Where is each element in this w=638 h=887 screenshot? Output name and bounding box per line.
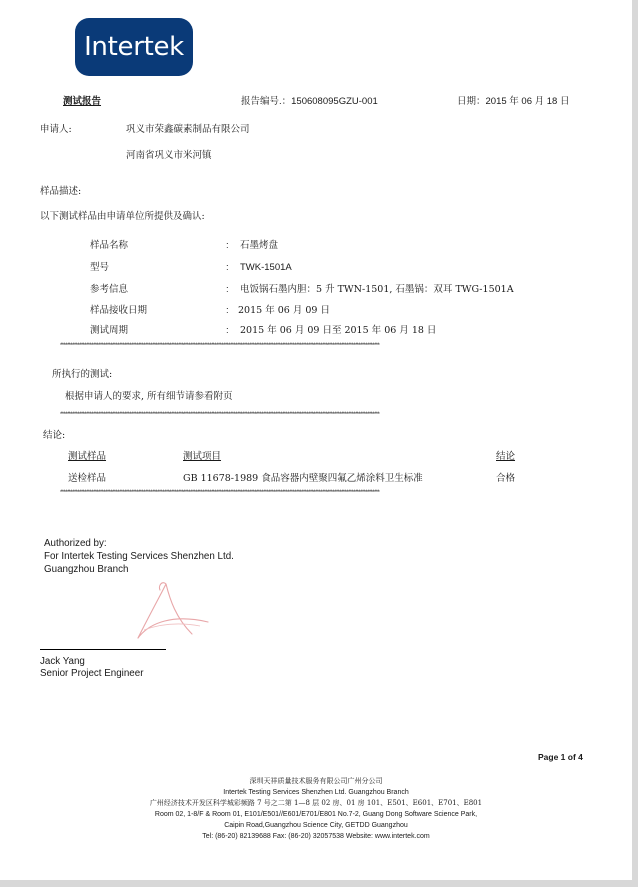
field-value: 2015 年 06 月 09 日 — [238, 305, 330, 316]
field-value: 石墨烤盘 — [240, 240, 279, 251]
authorized-by: Authorized by: — [44, 538, 107, 549]
field-separator: : — [226, 262, 229, 273]
authorized-branch: Guangzhou Branch — [44, 564, 129, 575]
signer-name: Jack Yang — [40, 656, 85, 667]
applicant-address: 河南省巩义市米河镇 — [126, 150, 212, 161]
applicant-label: 申请人: — [40, 124, 72, 135]
report-number: 报告编号.：150608095GZU-001 — [241, 96, 378, 107]
separator-line: **************************************************************************************************************************************************************************************** — [60, 490, 380, 496]
field-label: 样品接收日期 — [90, 305, 148, 316]
field-value: 电饭锅石墨内胆：5 升 TWN-1501, 石墨锅：双耳 TWG-1501A — [240, 284, 514, 295]
applicant-name: 巩义市荣鑫碳素制品有限公司 — [126, 124, 250, 135]
tests-label: 所执行的测试: — [52, 369, 113, 380]
page-edge-right — [632, 0, 638, 887]
table-cell-result: 合格 — [496, 473, 516, 484]
authorized-company: For Intertek Testing Services Shenzhen Ltd. — [44, 551, 234, 562]
table-cell-item: GB 11678-1989 食品容器内壁聚四氟乙烯涂料卫生标准 — [183, 473, 423, 484]
column-header-sample: 测试样品 — [68, 451, 107, 462]
footer-address-cn: 广州经济技术开发区科学城彩频路 7 号之二第 1—8 层 02 房、01 房 101、E501、E601、E701、E801 — [149, 799, 483, 807]
sample-intro: 以下测试样品由申请单位所提供及确认: — [40, 211, 205, 222]
footer-address-en-1: Room 02, 1-8/F & Room 01, E101/E501//E601/E701/E801 No.7-2, Guang Dong Software Science Park, — [154, 811, 478, 818]
separator-line: **************************************************************************************************************************************************************************************** — [60, 343, 380, 349]
footer-company-en: Intertek Testing Services Shenzhen Ltd. Guangzhou Branch — [223, 789, 409, 796]
field-separator: : — [226, 325, 229, 336]
field-label: 样品名称 — [90, 240, 129, 251]
separator-line: **************************************************************************************************************************************************************************************** — [60, 412, 380, 418]
report-title: 测试报告 — [63, 96, 102, 107]
page-edge-bottom — [0, 880, 638, 887]
sample-desc-label: 样品描述: — [40, 186, 82, 197]
footer-address-en-2: Caipin Road,Guangzhou Science City, GETDD Guangzhou — [224, 822, 408, 829]
field-label: 型号 — [90, 262, 110, 273]
report-date: 日期：2015 年 06 月 18 日 — [457, 96, 570, 107]
table-cell-sample: 送检样品 — [68, 473, 107, 484]
field-separator: : — [226, 305, 229, 316]
field-label: 测试周期 — [90, 325, 129, 336]
intertek-logo: Intertek — [75, 18, 193, 76]
footer-contact: Tel: (86-20) 82139688 Fax: (86-20) 32057538 Website: www.intertek.com — [202, 833, 430, 840]
field-separator: : — [226, 284, 229, 295]
field-separator: : — [226, 240, 229, 251]
field-value: TWK-1501A — [240, 262, 292, 273]
tests-text: 根据申请人的要求, 所有细节请参看附页 — [65, 391, 233, 402]
footer-company-cn: 深圳天祥质量技术服务有限公司广州分公司 — [249, 777, 383, 785]
field-value: 2015 年 06 月 09 日至 2015 年 06 月 18 日 — [240, 325, 437, 336]
signer-title: Senior Project Engineer — [40, 668, 144, 679]
column-header-item: 测试项目 — [183, 451, 222, 462]
column-header-result: 结论 — [496, 451, 516, 462]
conclusion-label: 结论: — [43, 430, 66, 441]
signature-line — [40, 649, 166, 650]
signature-scribble — [130, 578, 220, 648]
field-label: 参考信息 — [90, 284, 129, 295]
page-number: Page 1 of 4 — [538, 752, 583, 762]
